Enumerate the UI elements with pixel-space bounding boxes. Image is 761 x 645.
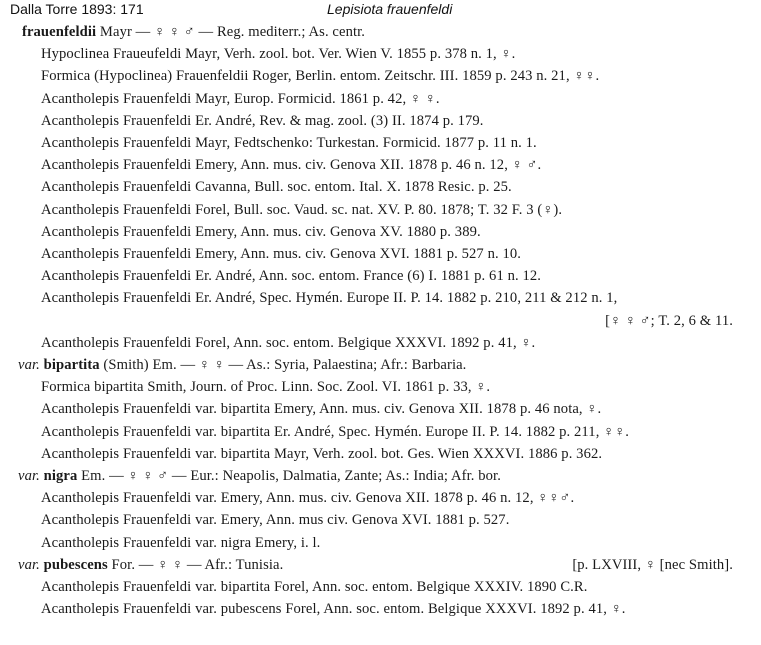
reference-text: Acantholepis Frauenfeldi Emery, Ann. mus. civ. Genova XVI. 1881 p. 527 n. 10. [41, 246, 522, 262]
reference-line [41, 422, 629, 442]
reference-text: Acantholepis Frauenfeldi Emery, Ann. mus. civ. Genova XV. 1880 p. 389. [41, 223, 481, 240]
taxon-distribution: Em. — ♀ ♀ ♂ — Eur.: Neapolis, Dalmatia, Zante; As.: India; Afr. bor. [77, 468, 501, 484]
taxon-heading-line [18, 466, 501, 486]
taxon-title: Lepisiota frauenfeldi [327, 1, 453, 17]
taxon-name: pubescens [43, 556, 108, 573]
reference-line [41, 244, 521, 264]
reference-line [41, 266, 541, 286]
reference-line [41, 89, 440, 109]
reference-line [41, 200, 562, 220]
taxon-heading-line [22, 22, 365, 42]
variety-label: var. [18, 556, 44, 573]
reference-text: Acantholepis Frauenfeldi var. bipartita Er. André, Spec. Hymén. Europe II. P. 14. 1882 p. 211, ♀♀. [41, 423, 630, 440]
reference-line [41, 66, 599, 86]
reference-text: Acantholepis Frauenfeldi Er. André, Spec. Hymén. Europe II. P. 14. 1882 p. 210, 211 & 212 n. 1, [41, 290, 618, 307]
reference-line [41, 44, 515, 64]
reference-line [41, 111, 484, 131]
reference-line [41, 444, 602, 464]
variety-label: var. [18, 357, 44, 373]
reference-text: Acantholepis Frauenfeldi var. bipartita Mayr, Verh. zool. bot. Ges. Wien XXXVI. 1886 p. 362. [41, 445, 603, 462]
reference-text: Acantholepis Frauenfeldi Mayr, Fedtschenko: Turkestan. Formicid. 1877 p. 11 n. 1. [41, 135, 537, 151]
reference-line [41, 288, 617, 308]
reference-text: Formica (Hypoclinea) Frauenfeldii Roger, Berlin. entom. Zeitschr. III. 1859 p. 243 n. 21, ♀♀. [41, 68, 600, 85]
continuation-text: [p. LXVIII, ♀ [nec Smith]. [572, 556, 733, 573]
reference-line [41, 177, 512, 197]
taxon-distribution: For. — ♀ ♀ — Afr.: Tunisia. [107, 556, 284, 573]
taxon-name: bipartita [43, 357, 100, 373]
reference-text: Acantholepis Frauenfeldi var. bipartita Forel, Ann. soc. entom. Belgique XXXIV. 1890 C.R. [41, 579, 588, 595]
reference-text: Hypoclinea Fraueufeldi Mayr, Verh. zool. bot. Ver. Wien V. 1855 p. 378 n. 1, ♀. [41, 46, 516, 63]
reference-line [41, 155, 541, 175]
taxon-heading-line [18, 555, 283, 575]
reference-line [41, 488, 574, 508]
taxon-name: nigra [43, 468, 78, 484]
continuation-text: [♀ ♀ ♂; T. 2, 6 & 11. [605, 312, 733, 329]
reference-text: Acantholepis Frauenfeldi Cavanna, Bull. soc. entom. Ital. X. 1878 Resic. p. 25. [41, 179, 512, 196]
reference-text: Acantholepis Frauenfeldi var. pubescens Forel, Ann. soc. entom. Belgique XXXVI. 1892 p. 41, ♀. [41, 601, 626, 618]
taxon-name: frauenfeldii [22, 24, 97, 40]
taxon-heading-line [18, 355, 466, 375]
taxon-distribution: (Smith) Em. — ♀ ♀ — As.: Syria, Palaestina; Afr.: Barbaria. [99, 357, 467, 373]
taxon-distribution: Mayr — ♀ ♀ ♂ — Reg. mediterr.; As. centr. [96, 24, 366, 40]
reference-text: Acantholepis Frauenfeldi Er. André, Rev. & mag. zool. (3) II. 1874 p. 179. [41, 112, 484, 129]
reference-text: Acantholepis Frauenfeldi var. Emery, Ann. mus. civ. Genova XII. 1878 p. 46 n. 12, ♀♀♂. [41, 490, 575, 507]
reference-line [41, 222, 481, 242]
reference-line [41, 510, 509, 530]
reference-text: Acantholepis Frauenfeldi Mayr, Europ. Formicid. 1861 p. 42, ♀ ♀. [41, 90, 440, 107]
reference-text: Acantholepis Frauenfeldi Forel, Ann. soc. entom. Belgique XXXVI. 1892 p. 41, ♀. [41, 334, 536, 351]
citation-header: Dalla Torre 1893: 171 [10, 1, 144, 17]
variety-label: var. [18, 468, 44, 484]
reference-text: Acantholepis Frauenfeldi Emery, Ann. mus. civ. Genova XII. 1878 p. 46 n. 12, ♀ ♂. [41, 157, 542, 174]
reference-text: Acantholepis Frauenfeldi var. bipartita Emery, Ann. mus. civ. Genova XII. 1878 p. 46 nota, ♀. [41, 401, 602, 418]
reference-text: Acantholepis Frauenfeldi Forel, Bull. soc. Vaud. sc. nat. XV. P. 80. 1878; T. 32 F. 3 (♀). [41, 201, 563, 218]
reference-line [41, 599, 626, 619]
reference-line [41, 377, 490, 397]
reference-line [41, 333, 535, 353]
reference-line [41, 577, 588, 597]
reference-text: Acantholepis Frauenfeldi var. Emery, Ann. mus civ. Genova XVI. 1881 p. 527. [41, 512, 510, 529]
reference-line [41, 399, 601, 419]
reference-text: Acantholepis Frauenfeldi var. nigra Emery, i. l. [41, 534, 321, 551]
reference-line [41, 533, 320, 553]
reference-text: Formica bipartita Smith, Journ. of Proc. Linn. Soc. Zool. VI. 1861 p. 33, ♀. [41, 379, 491, 396]
reference-line [41, 133, 537, 153]
reference-text: Acantholepis Frauenfeldi Er. André, Ann. soc. entom. France (6) I. 1881 p. 61 n. 12. [41, 268, 542, 285]
